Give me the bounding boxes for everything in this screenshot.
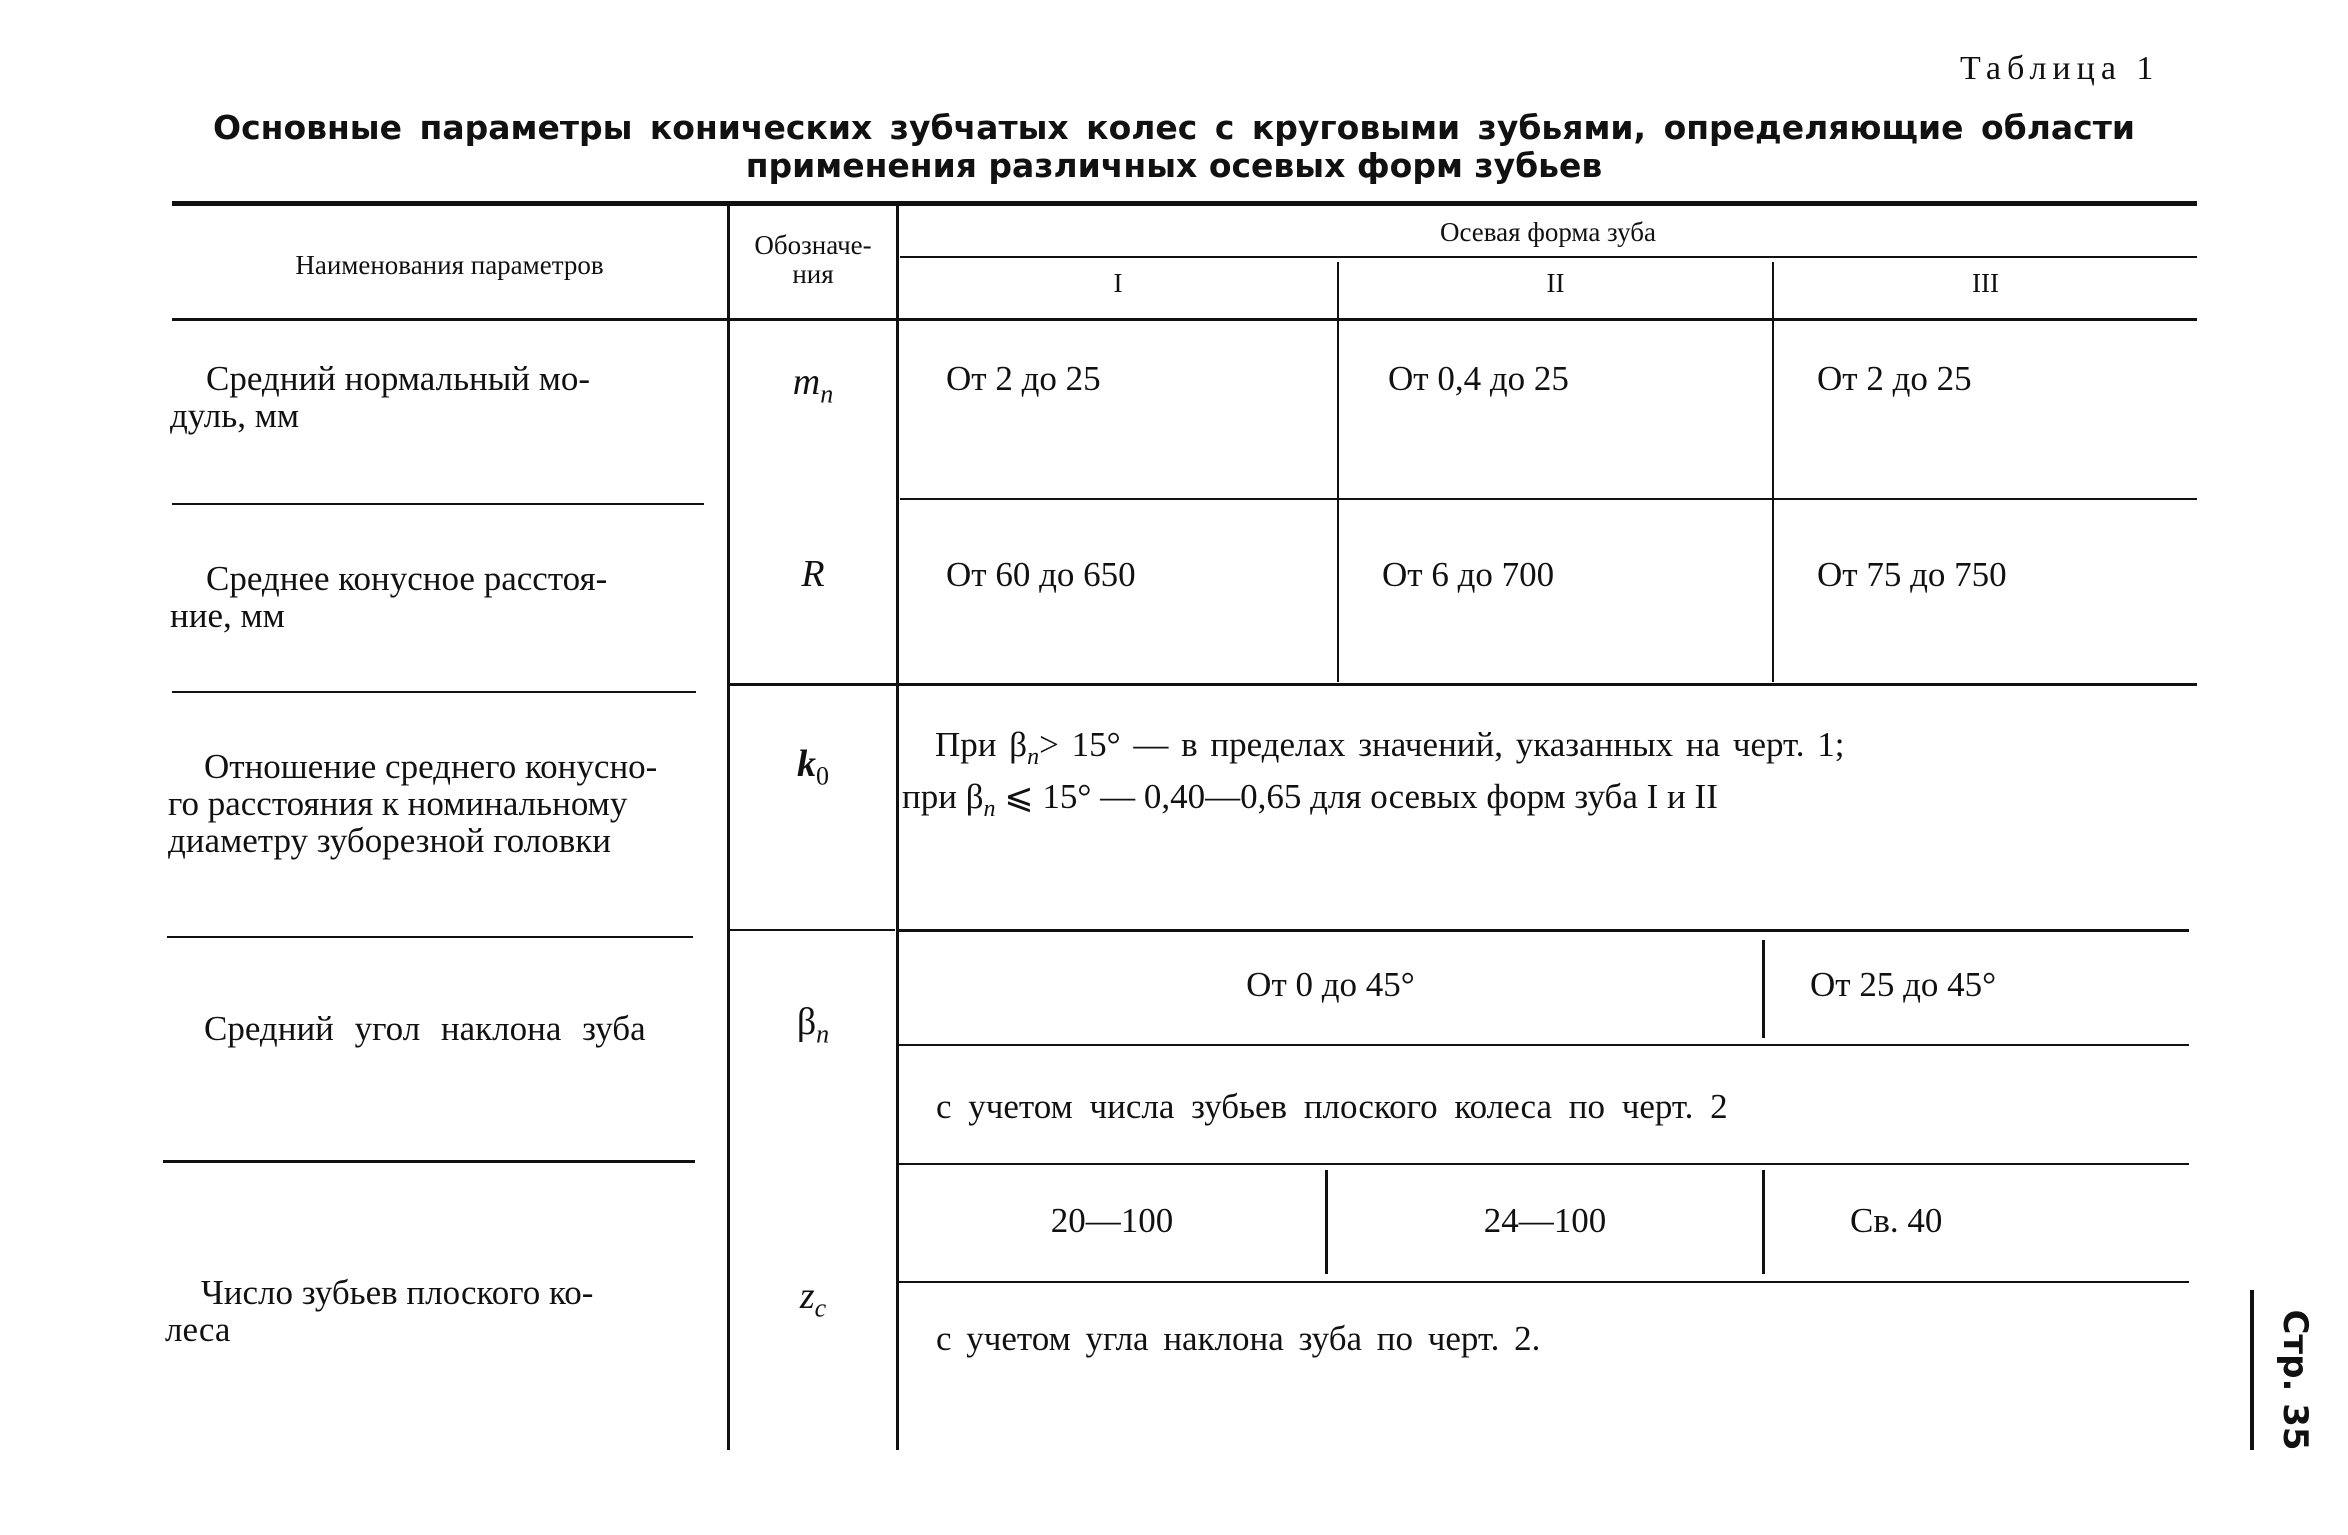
symbol-beta-base: β (796, 1001, 817, 1043)
symbol-zc-base: z (799, 1275, 815, 1317)
table-label: Таблица 1 (1960, 50, 2160, 87)
page-number-rule (2250, 1290, 2254, 1450)
header-axial-form: Осевая форма зуба (1439, 217, 1657, 247)
param-cone-distance-line1: Среднее конусное расстоя- (206, 559, 608, 598)
header-form-2: II (1546, 268, 1565, 298)
value-teeth-III: Св. 40 (1850, 1201, 1943, 1240)
symbol-beta-n (730, 1000, 896, 1050)
symbol-mn-sub: n (820, 379, 834, 409)
header-param-name: Наименования параметров (295, 250, 604, 280)
ratio-cond1-pre: При β (935, 725, 1028, 764)
symbol-R (730, 552, 896, 596)
value-cone-I: От 60 до 650 (946, 555, 1136, 594)
symbol-mn (730, 360, 896, 410)
symbol-R-base: R (801, 553, 825, 595)
symbol-zc-sub: c (814, 1293, 827, 1323)
param-ratio-line2: го расстояния к номинальному (168, 784, 628, 823)
ratio-cond2-rest: ⩽ 15° — 0,40—0,65 для осевых форм зуба I и II (995, 777, 1718, 816)
value-cone-III: От 75 до 750 (1817, 555, 2007, 594)
header-form-3: III (1972, 268, 1999, 298)
symbol-beta-sub: n (816, 1019, 830, 1049)
param-teeth-line1: Число зубьев плоского ко- (201, 1273, 594, 1312)
symbol-zc (730, 1274, 896, 1324)
note-teeth: с учетом угла наклона зуба по черт. 2. (936, 1319, 1541, 1358)
param-cone-distance (170, 560, 702, 634)
param-ratio (168, 748, 704, 859)
ratio-condition-2 (902, 778, 1718, 828)
value-helix-I-II: От 0 до 45° (1246, 965, 1415, 1004)
param-module-line2: дуль, мм (170, 396, 299, 435)
param-helix-angle: Средний угол наклона зуба (204, 1009, 646, 1048)
symbol-mn-base: m (792, 361, 821, 403)
ratio-cond2-sub: n (983, 796, 996, 822)
symbol-k0-sub: 0 (816, 761, 829, 791)
table-title-line2: применения различных осевых форм зубьев (745, 146, 1603, 185)
value-module-III: От 2 до 25 (1817, 359, 1972, 398)
param-teeth-count (165, 1274, 695, 1348)
param-ratio-line1: Отношение среднего конусно- (204, 747, 658, 786)
param-module-line1: Средний нормальный мо- (206, 359, 591, 398)
symbol-k0 (730, 742, 896, 792)
value-helix-III: От 25 до 45° (1810, 965, 1997, 1004)
note-helix: с учетом числа зубьев плоского колеса по черт. 2 (936, 1087, 1728, 1126)
header-symbol-line1: Обозначе- (754, 230, 872, 260)
param-ratio-line3: диаметру зуборезной головки (168, 821, 611, 860)
param-teeth-line2: леса (165, 1310, 231, 1349)
ratio-condition-1 (935, 726, 1844, 776)
ratio-cond2-pre: при β (902, 777, 984, 816)
param-module (170, 360, 702, 434)
value-module-I: От 2 до 25 (946, 359, 1101, 398)
value-cone-II: От 6 до 700 (1382, 555, 1555, 594)
ratio-cond1-sub: n (1027, 744, 1040, 770)
header-symbol-line2: ния (792, 259, 834, 289)
value-teeth-II: 24—100 (1483, 1201, 1607, 1240)
page-number: Стр. 35 (2275, 1309, 2315, 1451)
value-module-II: От 0,4 до 25 (1388, 359, 1569, 398)
ratio-cond1-rest: > 15° — в пределах значений, указанных на черт. 1; (1039, 725, 1845, 764)
table-title-line1: Основные параметры конических зубчатых колес с круговыми зубьями, определяющие области (213, 108, 2135, 147)
value-teeth-I: 20—100 (1050, 1201, 1174, 1240)
header-form-1: I (1113, 268, 1123, 298)
symbol-k0-base: k (797, 743, 816, 785)
param-cone-distance-line2: ние, мм (170, 596, 285, 635)
